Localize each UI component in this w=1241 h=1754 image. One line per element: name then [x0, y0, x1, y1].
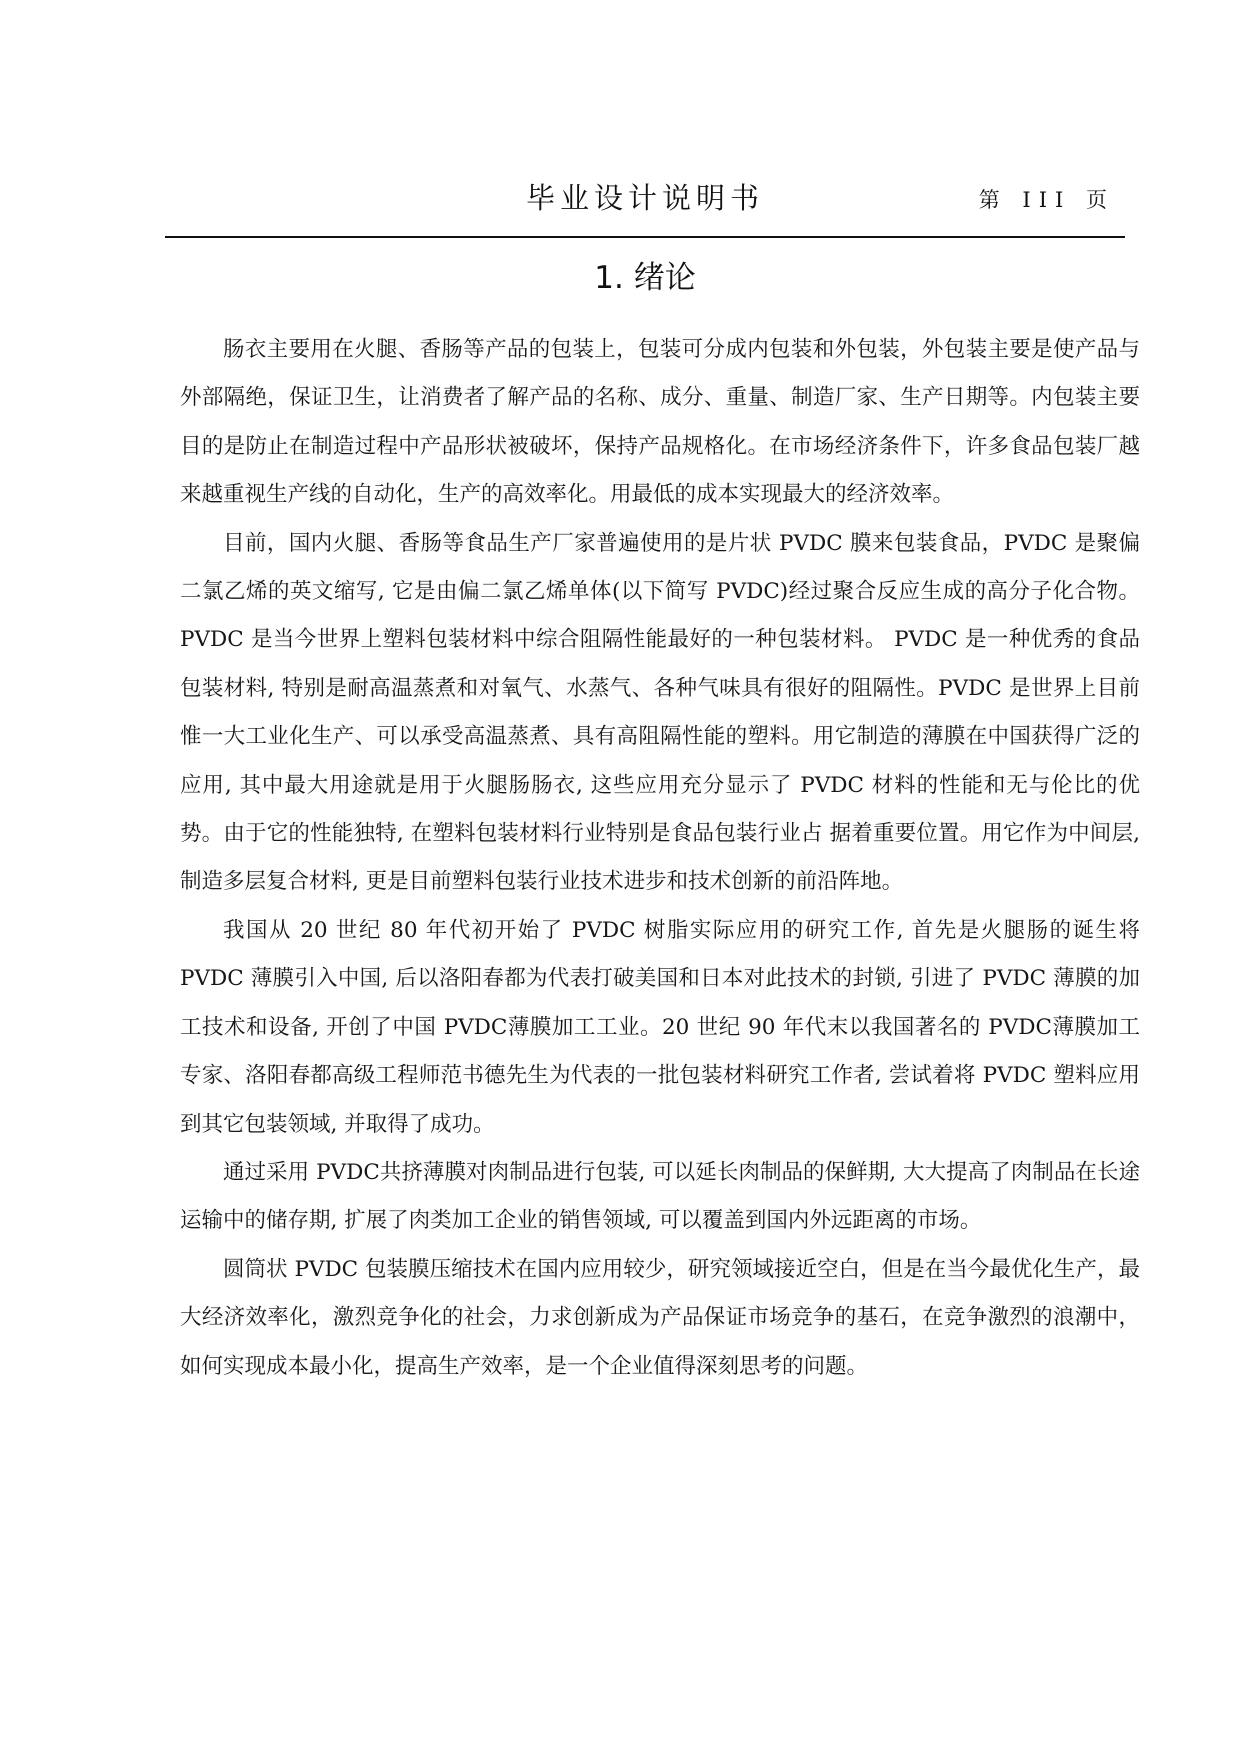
page-header [165, 170, 1125, 240]
body-text [180, 326, 1140, 1391]
paragraph: 通过采用 PVDC共挤薄膜对肉制品进行包装, 可以延长肉制品的保鲜期, 大大提高了肉制品在长途运输中的储存期, 扩展了肉类加工企业的销售领域, 可以覆盖到国内外远距离的市场。 [180, 1159, 1140, 1234]
paragraph: 目前，国内火腿、香肠等食品生产厂家普遍使用的是片状 PVDC 膜来包装食品，PVDC 是聚偏二氯乙烯的英文缩写, 它是由偏二氯乙烯单体(以下简写 PVDC)经过聚合反应生成的高分子化合物。PVDC 是当今世界上塑料包装材料中综合阻隔性能最好的一种包装材料。 PVDC 是一种优秀的食品包装材料, 特别是耐高温蒸煮和对氧气、水蒸气、各种气味具有很好的阻隔性。PVDC 是世界上目前惟一大工业化生产、可以承受高温蒸煮、具有高阻隔性能的塑料。用它制造的薄膜在中国获得广泛的应用, 其中最大用途就是用于火腿肠肠衣, 这些应用充分显示了 PVDC 材料的性能和无与伦比的优势。由于它的性能独特, 在塑料包装材料行业特别是食品包装行业占 据着重要位置。用它作为中间层, 制造多层复合材料, 更是目前塑料包装行业技术进步和技术创新的前沿阵地。 [180, 530, 1140, 895]
section-title: 1. 绪论 [594, 260, 696, 296]
header-title: 毕业设计说明书 [525, 181, 764, 215]
paragraph: 圆筒状 PVDC 包装膜压缩技术在国内应用较少，研究领域接近空白，但是在当今最优化生产，最大经济效率化，激烈竞争化的社会，力求创新成为产品保证市场竞争的基石，在竞争激烈的浪潮中，如何实现成本最小化，提高生产效率，是一个企业值得深刻思考的问题。 [180, 1256, 1140, 1379]
paragraph: 肠衣主要用在火腿、香肠等产品的包装上，包装可分成内包装和外包装，外包装主要是使产品与外部隔绝，保证卫生，让消费者了解产品的名称、成分、重量、制造厂家、生产日期等。内包装主要目的是防止在制造过程中产品形状被破坏，保持产品规格化。在市场经济条件下，许多食品包装厂越来越重视生产线的自动化，生产的高效率化。用最低的成本实现最大的经济效率。 [180, 337, 1140, 508]
page-number: 第 III 页 [978, 188, 1115, 212]
header-rule [165, 236, 1125, 238]
paragraph: 我国从 20 世纪 80 年代初开始了 PVDC 树脂实际应用的研究工作, 首先是火腿肠的诞生将 PVDC 薄膜引入中国, 后以洛阳春都为代表打破美国和日本对此技术的封锁, 引进了 PVDC 薄膜的加工技术和设备, 开创了中国 PVDC薄膜加工工业。20 世纪 90 年代末以我国著名的 PVDC薄膜加工专家、洛阳春都高级工程师范书德先生为代表的一批包装材料研究工作者, 尝试着将 PVDC 塑料应用到其它包装领域, 并取得了成功。 [180, 917, 1140, 1137]
